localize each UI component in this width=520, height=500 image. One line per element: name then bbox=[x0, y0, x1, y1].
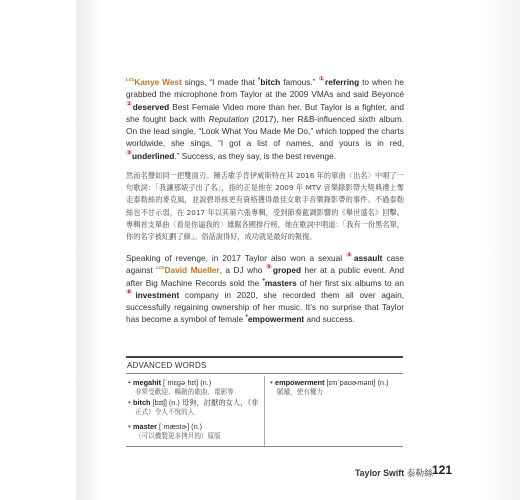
bullet-icon: • bbox=[128, 398, 134, 407]
vocab-num-icon: ③ bbox=[126, 150, 132, 158]
vocab-dot-icon: • bbox=[257, 76, 261, 84]
vocab-word: referring bbox=[325, 77, 360, 87]
vocab-word: groped bbox=[272, 265, 302, 276]
advanced-words-title: ADVANCED WORDS bbox=[127, 361, 207, 370]
running-footer-title: Taylor Swift 泰勒絲 bbox=[354, 468, 433, 479]
vocab-word: empowerment bbox=[247, 314, 305, 325]
vocab-headword: megahit bbox=[133, 378, 162, 387]
vocab-pronunciation: [ɪmˈpaʊɚmənt] (n.) bbox=[324, 378, 389, 387]
vocab-num-icon: ④ bbox=[346, 252, 354, 260]
vocab-entry-empowerment bbox=[270, 378, 402, 398]
vocab-word: investment bbox=[135, 289, 180, 300]
vocab-definition: （可以機製更多拷貝的）原版 bbox=[135, 431, 221, 440]
vocab-num-icon: ② bbox=[126, 100, 133, 108]
vocab-definition: 非常受歡迎、暢銷的歌曲、電影等 bbox=[135, 387, 234, 396]
vocab-entry-master bbox=[128, 422, 263, 442]
vocab-headword: bitch bbox=[133, 398, 151, 407]
vocab-headword: master bbox=[133, 422, 157, 431]
bullet-icon: • bbox=[270, 378, 276, 387]
vocab-dot-icon: • bbox=[245, 313, 248, 321]
vocab-num-icon: ⑥ bbox=[126, 289, 136, 297]
vocab-definition: 正式）令人不悅的人 bbox=[135, 407, 195, 416]
vocab-definition: 賦權，使有權力 bbox=[277, 387, 324, 396]
vocab-dot-icon: • bbox=[262, 276, 265, 284]
vocab-num-icon: ① bbox=[318, 76, 326, 84]
vocab-pronunciation: [ˈmæstɚ] (n.) bbox=[156, 422, 203, 431]
vocab-word: deserved bbox=[132, 101, 170, 112]
advanced-words-column-divider bbox=[264, 376, 265, 446]
advanced-words-bottom-rule bbox=[126, 446, 403, 447]
vocab-word: bitch bbox=[260, 77, 281, 87]
highlighted-name: David Mueller bbox=[164, 265, 220, 276]
english-paragraph-2: Speaking of revenge, in 2017 Taylor also won a sexual ④assault case against $^{L02}$David Mueller, a DJ who ⑤groped her at a public event. And after Big Machine Records sold the •masters of her first six albums to an ⑥investment company in 2020, she recorded them all over again, successfully regaining ownership of her music. It’s no surprise that Taylor has become a symbol of female •empowerment and success. bbox=[126, 252, 404, 325]
vocab-word: masters bbox=[264, 277, 297, 288]
advanced-words-top-rule bbox=[126, 356, 403, 358]
vocab-pronunciation: [bɪtʃ] (n.) 母狗，討厭的女人，（非 bbox=[150, 398, 259, 407]
album-title: Reputation bbox=[208, 113, 249, 124]
bullet-icon: • bbox=[128, 422, 134, 431]
page-number: 121 bbox=[431, 463, 452, 477]
vocab-word: assault bbox=[353, 253, 383, 263]
vocab-entry-megahit bbox=[128, 378, 263, 398]
audio-marker: L02 bbox=[156, 266, 165, 272]
vocab-entry-bitch bbox=[128, 398, 263, 418]
highlighted-name: Kanye West bbox=[134, 77, 182, 87]
chinese-paragraph: 然而名聲如同一把雙面刃。饒舌歌手肯伊威斯特在其 2016 年的單曲〈出名〉中唱了一句歌詞：「我讓那婊子出了名」，指的正是他在 2009 年 MTV 音樂錄影帶大獎典禮上奪走泰勒絲的麥克風，並說碧昂絲更有資格獲得最佳女歌手音樂錄影帶的事件。不過泰勒絲也不甘示弱，在 2017 年以其第六張專輯，受到節奏藍調影響的《舉世盛名》回擊。專輯首支單曲〈看是你逼我的〉雄踞各國排行榜，她在歌詞中唱道：「我有一份黑名單，你的名字被紅劃了線」。俗話說得好，成功就是最好的報復。 bbox=[126, 171, 404, 242]
english-paragraph-1: $^{L01}$Kanye West sings, “I made that •bitch famous.” ①referring to when he grabbed the microphone from Taylor at the 2009 VMAs and said Beyoncé ②deserved Best Female Video more than her. But Taylor is a fighter, and she fought back with Reputation (2017), her R&B-influenced sixth album. On the lead single, “Look What You Made Me Do,” which topped the charts worldwide, she sings, “I got a list of names, and yours is in red, ③underlined.” Success, as they say, is the best revenge. bbox=[126, 76, 404, 161]
vocab-pronunciation: [ˈmɛɡəˌhɪt] (n.) bbox=[161, 378, 212, 387]
bullet-icon: • bbox=[128, 378, 134, 387]
vocab-word: underlined bbox=[131, 150, 175, 161]
book-gutter-shadow bbox=[76, 0, 102, 500]
vocab-num-icon: ⑤ bbox=[265, 264, 273, 272]
vocab-headword: empowerment bbox=[275, 378, 325, 387]
advanced-words-header-rule bbox=[126, 373, 403, 374]
book-edge-shadow bbox=[480, 0, 520, 500]
audio-marker: L01 bbox=[126, 78, 135, 84]
